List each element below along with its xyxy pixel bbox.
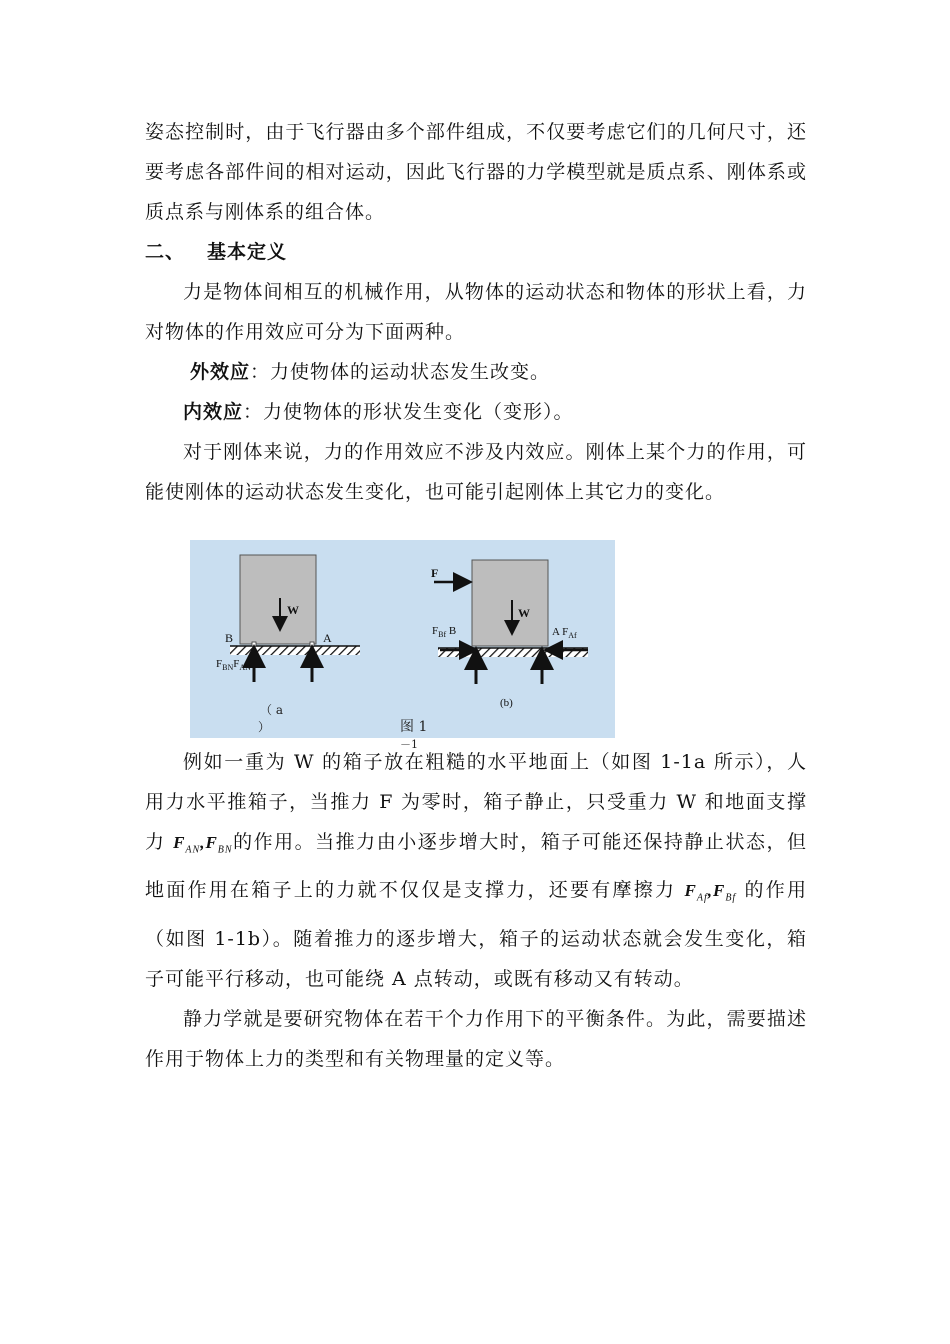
heading-text: 基本定义 xyxy=(207,241,288,263)
external-effect-term: 外效应 xyxy=(190,361,251,383)
figure-caption: 图 1 xyxy=(400,719,428,735)
page-body-continued xyxy=(145,742,807,1079)
caption-a-close: ） xyxy=(258,720,271,734)
label-w-a: W xyxy=(287,603,299,617)
paragraph-1: 姿态控制时，由于飞行器由多个部件组成，不仅要考虑它们的几何尺寸，还要考虑各部件间的相对运动，因此飞行器的力学模型就是质点系、刚体系或质点系与刚体系的组合体。 xyxy=(145,121,807,223)
symbol-faf-fbf: $F_{Af},F_{Bf}$ xyxy=(684,881,737,904)
label-w-b: W xyxy=(518,606,530,620)
label-faf-b: A $F_{Af}$ xyxy=(552,626,577,641)
caption-b: (b) xyxy=(500,697,513,709)
ground-a xyxy=(230,646,360,655)
box-b xyxy=(472,560,548,646)
external-effect-text: ：力使物体的运动状态发生改变。 xyxy=(250,361,551,383)
external-effect-line xyxy=(145,352,807,392)
paragraph-3: 对于刚体来说，力的作用效应不涉及内效应。刚体上某个力的作用，可能使刚体的运动状态发生变化，也可能引起刚体上其它力的变化。 xyxy=(145,441,807,503)
internal-effect-line xyxy=(145,392,807,432)
label-f-b: F xyxy=(431,566,439,580)
page-body xyxy=(145,112,807,512)
internal-effect-text: ：力使物体的形状发生变化（变形）。 xyxy=(243,401,574,423)
paragraph-5: 静力学就是要研究物体在若干个力作用下的平衡条件。为此，需要描述作用于物体上力的类型和有关物理量的定义等。 xyxy=(145,1007,807,1070)
paragraph-4: 例如一重为 W 的箱子放在粗糙的水平地面上（如图 1-1a 所示），人用力水平推箱子，当推力 F 为零时，箱子静止，只受重力 W 和地面支撑力 $F_{AN},F_{BN}$的作用。当推力由小逐步增大时，箱子可能还保持静止状态，但地面作用在箱子上的力就不仅仅是支撑力，还要有摩擦力 $F_{Af},F_{Bf}$ 的作用（如图 1-1b）。随着推力的逐步增大，箱子的运动状态就会发生变化，箱子可能平行移动，也可能绕 A 点转动，或既有移动又有转动。 xyxy=(145,751,808,990)
label-fbn-fan: $F_{BN}F_{AN}$ xyxy=(216,658,251,673)
label-fbf-b: $F_{Bf}$ B xyxy=(432,625,457,640)
paragraph-2: 力是物体间相互的机械作用，从物体的运动状态和物体的形状上看，力对物体的作用效应可分为下面两种。 xyxy=(145,281,807,343)
caption-a-open: （ a xyxy=(260,703,283,717)
label-b-a: B xyxy=(225,631,234,645)
heading-number: 二、 xyxy=(145,241,186,263)
figure-number: －1 xyxy=(400,738,418,751)
section-heading xyxy=(145,232,807,272)
box-a xyxy=(240,555,316,644)
label-a-a: A xyxy=(323,631,332,645)
internal-effect-term: 内效应 xyxy=(183,401,244,423)
symbol-fan-fbn: $F_{AN},F_{BN}$ xyxy=(173,833,233,856)
figure-1-1 xyxy=(190,540,615,738)
